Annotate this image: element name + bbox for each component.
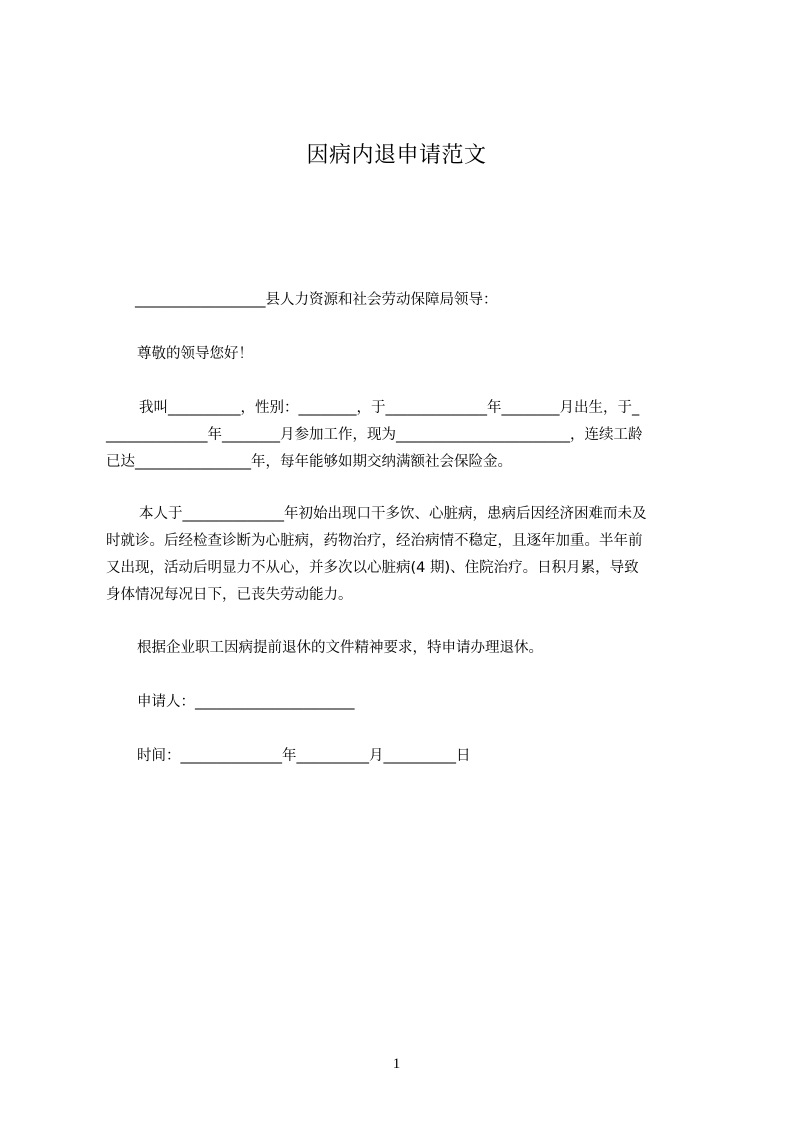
body-line: 又出现，活动后明显力不从心，并多次以心脏病(4 期)、住院治疗。日积月累，导致 [106,560,639,576]
body-line: ______________年________月参加工作，现为________________________，连续工龄 [106,427,643,443]
page-number: 1 [392,1056,401,1072]
salutation-line: __________________县人力资源和社会劳动保障局领导： [135,292,498,308]
body-line: 身体情况每况日下，已丧失劳动能力。 [106,587,353,603]
body-line: 时就诊。后经检查诊断为心脏病，药物治疗，经治病情不稳定，且逐年加重。半年前 [106,533,643,549]
body-line: 我叫__________，性别：________，于______________年________月出生，于_ [139,400,640,416]
applicant-line: 申请人：______________________ [137,694,355,710]
document-title: 因病内退申请范文 [306,143,487,168]
date-line: 时间：______________年__________月__________日 [137,748,471,764]
greeting-line: 尊敬的领导您好！ [137,346,253,362]
body-line: 本人于______________年初始出现口干多饮、心脏病，患病后因经济困难而未及 [139,506,647,522]
body-line: 已达________________年，每年能够如期交纳满额社会保险金。 [106,454,512,470]
body-line: 根据企业职工因病提前退休的文件精神要求，特申请办理退休。 [137,640,543,656]
